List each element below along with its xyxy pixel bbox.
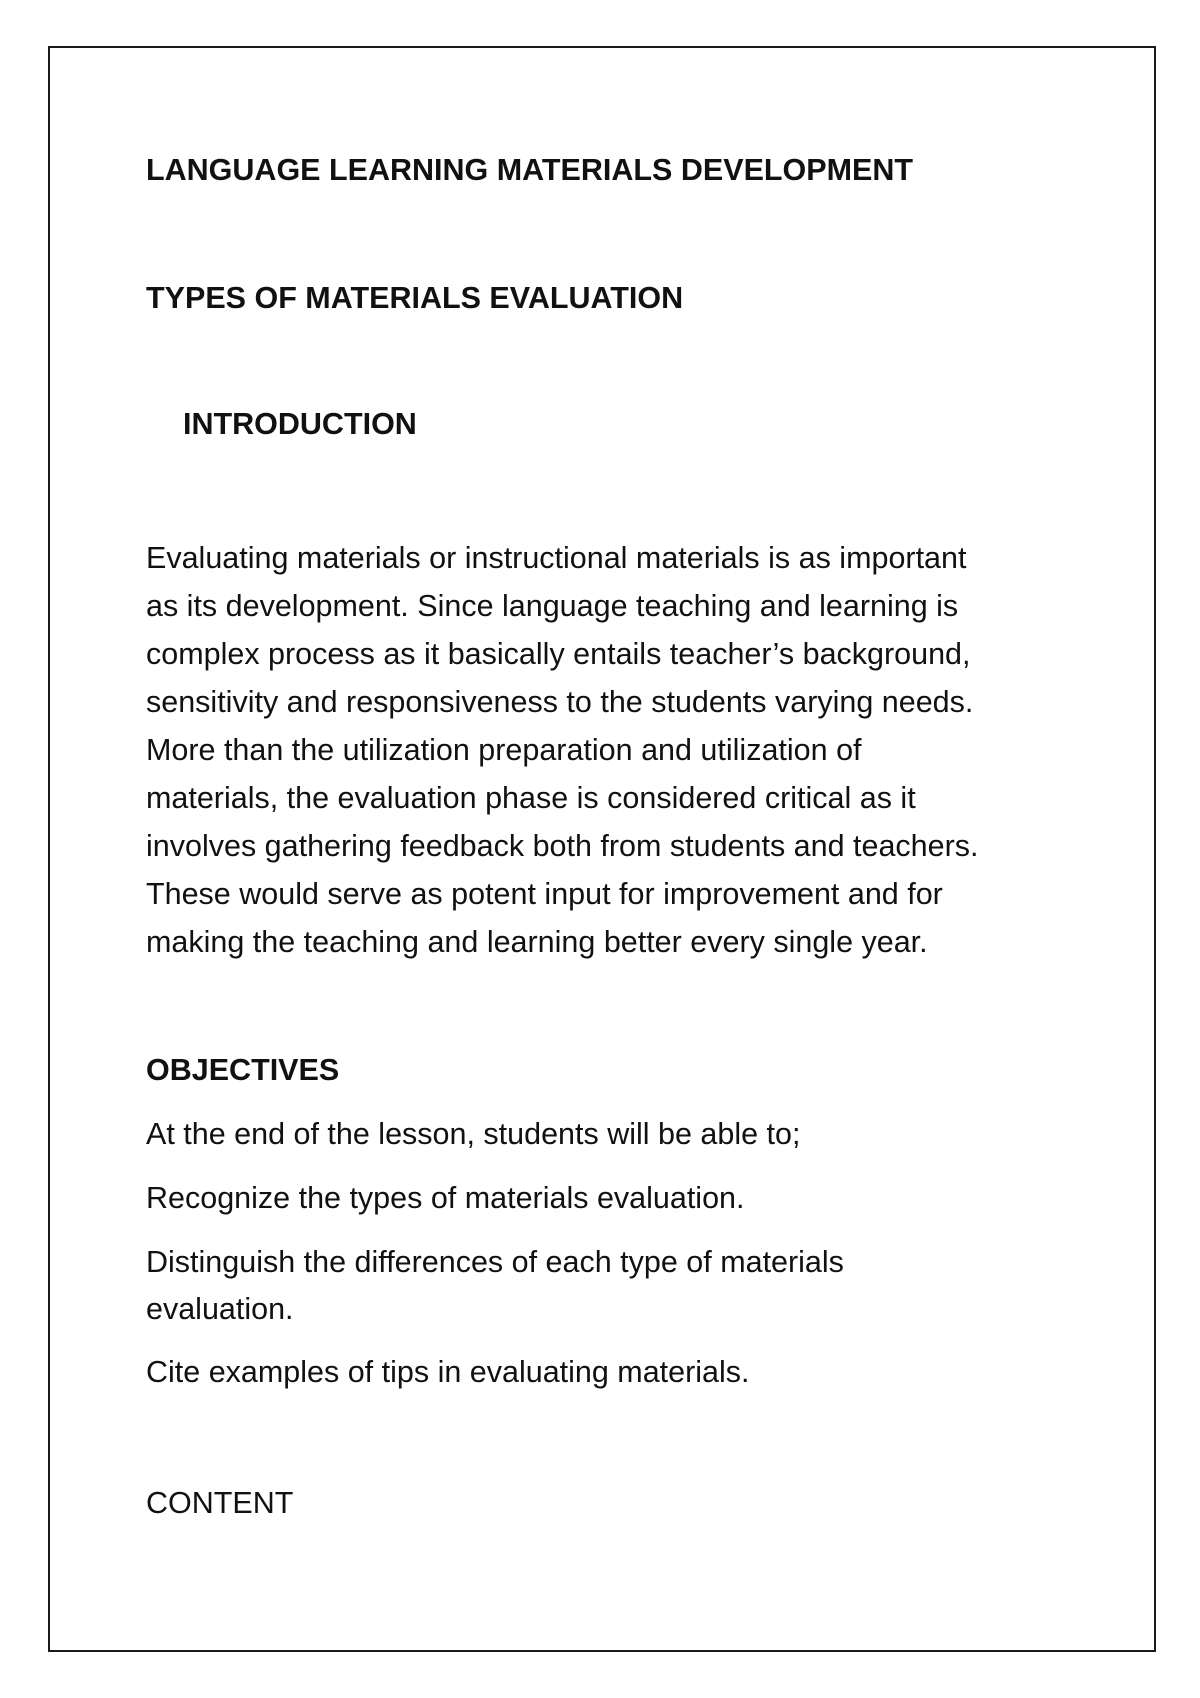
content-heading: CONTENT: [146, 1486, 294, 1520]
document-subtitle: TYPES OF MATERIALS EVALUATION: [146, 281, 684, 315]
introduction-line: Evaluating materials or instructional materials is as important: [146, 541, 967, 575]
introduction-line: as its development. Since language teaching and learning is: [146, 589, 959, 623]
introduction-line: sensitivity and responsiveness to the students varying needs.: [146, 685, 974, 719]
introduction-line: making the teaching and learning better every single year.: [146, 925, 928, 959]
document-title: LANGUAGE LEARNING MATERIALS DEVELOPMENT: [146, 153, 914, 187]
objective-item: Distinguish the differences of each type of materials: [146, 1245, 844, 1279]
introduction-line: involves gathering feedback both from students and teachers.: [146, 829, 979, 863]
introduction-line: These would serve as potent input for improvement and for: [146, 877, 943, 911]
introduction-heading: INTRODUCTION: [183, 407, 417, 441]
objective-item-continuation: evaluation.: [146, 1292, 294, 1326]
introduction-line: More than the utilization preparation and utilization of: [146, 733, 862, 767]
objectives-heading: OBJECTIVES: [146, 1053, 340, 1087]
objective-item: Cite examples of tips in evaluating materials.: [146, 1355, 750, 1389]
objectives-intro: At the end of the lesson, students will be able to;: [146, 1117, 801, 1151]
introduction-paragraph: [146, 534, 1086, 966]
objective-item: Recognize the types of materials evaluation.: [146, 1181, 745, 1215]
introduction-line: materials, the evaluation phase is considered critical as it: [146, 781, 916, 815]
introduction-line: complex process as it basically entails teacher’s background,: [146, 637, 971, 671]
